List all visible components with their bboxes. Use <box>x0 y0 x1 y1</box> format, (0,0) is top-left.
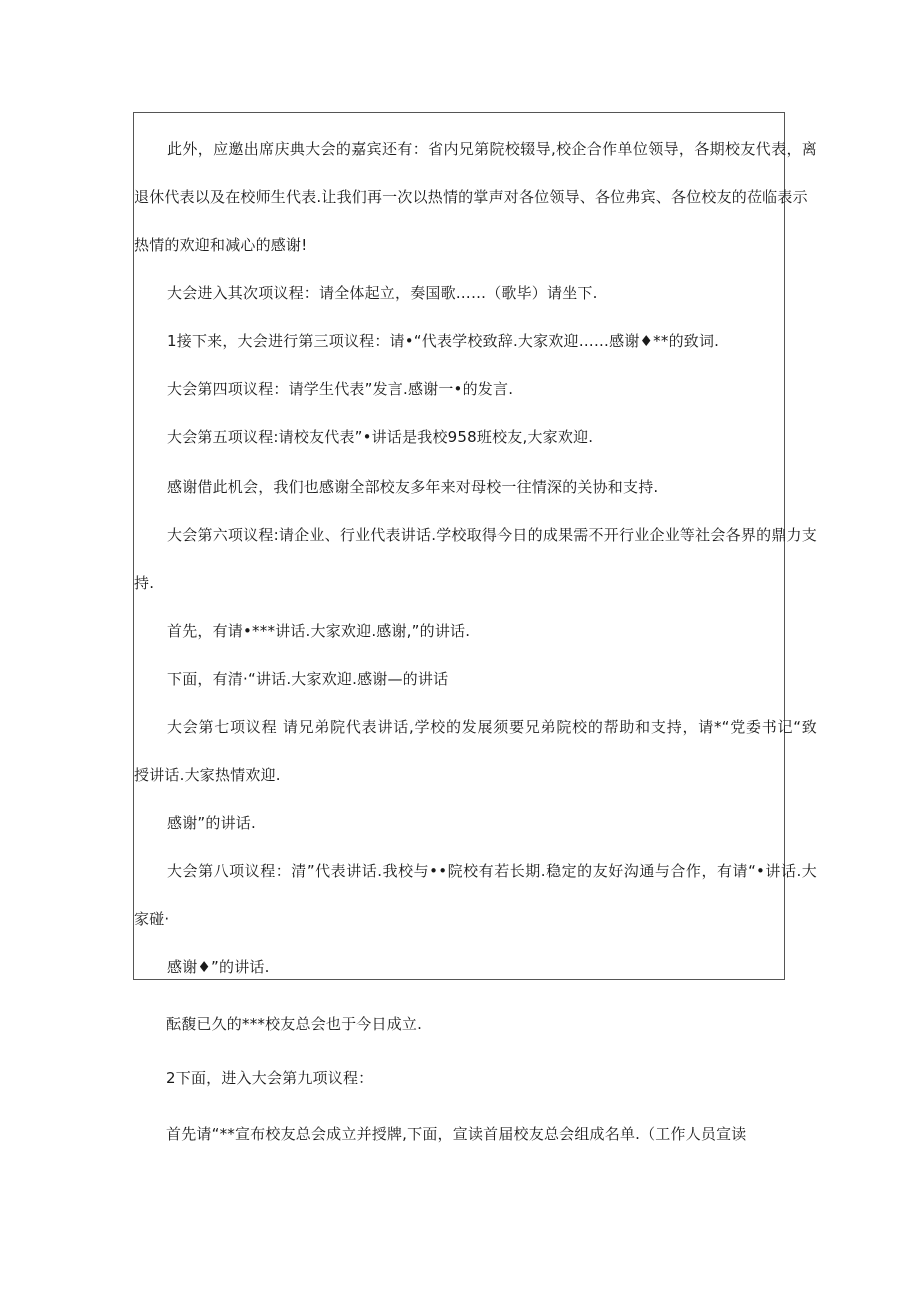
paragraph-line: 热情的欢迎和减心的感谢! <box>134 236 308 254</box>
paragraph-line: 感谢♦”的讲话. <box>167 958 270 976</box>
paragraph-line: 退休代表以及在校师生代表.让我们再一次以热情的掌声对各位领导、各位弗宾、各位校友的莅临表示 <box>134 188 808 206</box>
paragraph-line: 大会第五项议程:请校友代表”•讲话是我校958班校友,大家欢迎. <box>167 428 594 446</box>
paragraph-line: 感谢”的讲话. <box>167 814 256 832</box>
paragraph-line: 酝馥已久的***校友总会也于今日成立. <box>166 1015 423 1033</box>
paragraph-line: 大会进入其次项议程：请全体起立，奏国歌……（歌毕）请坐下. <box>167 284 598 302</box>
bordered-text-box <box>133 112 817 980</box>
paragraph-line: 大会第八项议程：清”代表讲话.我校与••院校有若长期.稳定的友好沟通与合作，有请“•讲话.大 <box>167 862 817 880</box>
paragraph-line: 首先请“**宣布校友总会成立并授牌,下面，宣读首届校友总会组成名单.（工作人员宣读 <box>166 1125 747 1143</box>
paragraph-line: 感谢借此机会，我们也感谢全部校友多年来对母校一往情深的关协和支持. <box>167 478 659 496</box>
paragraph-line: 2下面，进入大会第九项议程： <box>166 1069 374 1087</box>
paragraph-line: 家碰· <box>134 910 170 928</box>
paragraph-line: 大会第六项议程:请企业、行业代表讲话.学校取得今日的成果需不开行业企业等社会各界的鼎力支 <box>167 526 817 544</box>
paragraph-line: 授讲话.大家热情欢迎. <box>134 766 281 784</box>
paragraph-line: 大会第四项议程：请学生代表”发言.感谢一•的发言. <box>167 380 514 398</box>
paragraph-line: 此外，应邀出席庆典大会的嘉宾还有：省内兄第院校辍导,校企合作单位领导，各期校友代表，离 <box>167 140 817 158</box>
paragraph-line: 持. <box>134 574 155 592</box>
paragraph-line: 1接下来，大会进行第三项议程：请•“代表学校致辞.大家欢迎……感谢♦**的致词. <box>167 332 720 350</box>
paragraph-line: 大会第七项议程 请兄弟院代表讲话,学校的发展须要兄弟院校的帮助和支持，请*“党委书记“致 <box>167 718 817 736</box>
paragraph-line: 首先，有请•***讲话.大家欢迎.感谢,”的讲话. <box>167 622 471 640</box>
paragraph-line: 下面，有清·“讲话.大家欢迎.感谢—的讲话 <box>167 670 449 688</box>
